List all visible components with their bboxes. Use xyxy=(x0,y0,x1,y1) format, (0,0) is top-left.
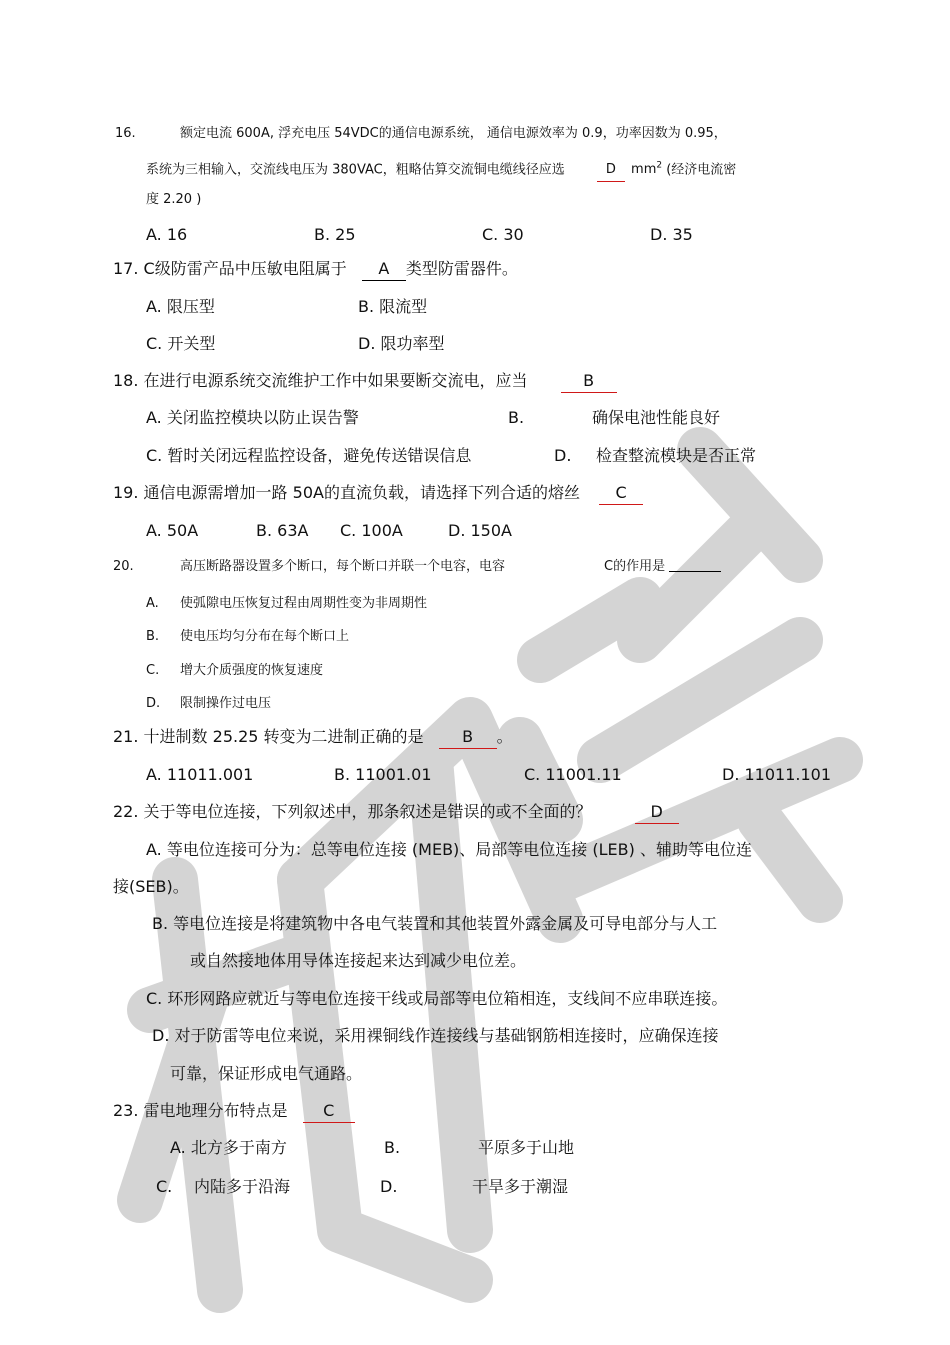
q23-option-a: A. 北方多于南方 xyxy=(170,1138,287,1157)
q21-number: 21. xyxy=(113,727,139,746)
q16-option-b: B. 25 xyxy=(314,225,356,244)
q18-line xyxy=(113,371,617,391)
q18-option-c: C. 暂时关闭远程监控设备，避免传送错误信息 xyxy=(146,446,472,465)
q18-option-d-text: 检查整流模块是否正常 xyxy=(596,446,757,465)
q19-option-a: A. 50A xyxy=(146,521,199,540)
q17-option-c: C. 开关型 xyxy=(146,334,216,353)
q20-option-c-letter: C. xyxy=(146,663,160,678)
q20-option-c-text: 增大介质强度的恢复速度 xyxy=(180,663,324,678)
q22-option-c: C. 环形网路应就近与等电位连接干线或局部等电位箱相连，支线间不应串联连接。 xyxy=(146,989,728,1008)
q16-unit: $mm^2$ xyxy=(631,161,663,178)
q19-option-c: C. 100A xyxy=(340,521,403,540)
q18-option-b-letter: B. xyxy=(508,408,525,427)
q20-option-d-letter: D. xyxy=(146,696,161,711)
q16-answer: D xyxy=(597,160,625,180)
q16-option-d: D. 35 xyxy=(650,225,693,244)
q23-option-d-letter: D. xyxy=(380,1177,398,1196)
q22-line xyxy=(113,802,679,822)
q23-option-c-letter: C. xyxy=(156,1177,173,1196)
q16-stem-line1: 额定电流 600A, 浮充电压 54VDC的通信电源系统， 通信电源效率为 0.9，功率因数为 0.95， xyxy=(180,126,727,141)
q22-option-a-line1: A. 等电位连接可分为：总等电位连接 (MEB)、局部等电位连接 (LEB) 、辅助等电位连 xyxy=(146,840,752,859)
q19-number: 19. xyxy=(113,483,139,502)
q20-option-b-text: 使电压均匀分布在每个断口上 xyxy=(180,629,350,644)
q18-number: 18. xyxy=(113,371,139,390)
q22-stem-pre: 关于等电位连接，下列叙述中，那条叙述是错误的或不全面的？ xyxy=(143,802,592,821)
q20-number: 20. xyxy=(113,559,134,574)
q21-option-d: D. 11011.101 xyxy=(722,765,832,784)
q22-option-b-line2: 或自然接地体用导体连接起来达到减少电位差。 xyxy=(190,951,527,970)
q17-option-b: B. 限流型 xyxy=(358,297,428,316)
q17-option-d: D. 限功率型 xyxy=(358,334,445,353)
q18-option-b-text: 确保电池性能良好 xyxy=(592,408,721,427)
q20-option-a-letter: A. xyxy=(146,596,159,611)
q21-option-a: A. 11011.001 xyxy=(146,765,254,784)
q22-option-b-line1: B. 等电位连接是将建筑物中各电气装置和其他装置外露金属及可导电部分与人工 xyxy=(152,914,718,933)
q16-option-c: C. 30 xyxy=(482,225,524,244)
q21-line xyxy=(113,727,513,747)
q23-option-b-letter: B. xyxy=(384,1138,401,1157)
q22-option-d-line1: D. 对于防雷等电位来说，采用裸铜线作连接线与基础钢筋相连接时，应确保连接 xyxy=(152,1026,719,1045)
q22-option-a-line2: 接(SEB)。 xyxy=(113,877,189,896)
q21-option-c: C. 11001.11 xyxy=(524,765,622,784)
q18-option-d-letter: D. xyxy=(554,446,572,465)
q21-answer: B xyxy=(439,727,497,747)
q23-option-c-text: 内陆多于沿海 xyxy=(194,1177,291,1196)
q19-stem-pre: 通信电源需增加一路 50A的直流负载，请选择下列合适的熔丝 xyxy=(143,483,580,502)
q18-option-a: A. 关闭监控模块以防止误告警 xyxy=(146,408,359,427)
q20-stem-pre: 高压断路器设置多个断口，每个断口并联一个电容，电容 xyxy=(180,559,506,574)
q21-stem-pre: 十进制数 25.25 转变为二进制正确的是 xyxy=(143,727,424,746)
q18-stem-pre: 在进行电源系统交流维护工作中如果要断交流电，应当 xyxy=(143,371,528,390)
q16-number: 16. xyxy=(115,126,136,141)
q20-option-b-letter: B. xyxy=(146,629,160,644)
q20-option-a-text: 使弧隙电压恢复过程由周期性变为非周期性 xyxy=(180,596,428,611)
q17-stem-pre: C级防雷产品中压敏电阻属于 xyxy=(143,259,347,278)
q23-option-d-text: 干旱多于潮湿 xyxy=(472,1177,569,1196)
q19-line xyxy=(113,483,643,503)
q21-option-b: B. 11001.01 xyxy=(334,765,432,784)
q23-option-b-text: 平原多于山地 xyxy=(478,1138,575,1157)
q19-answer: C xyxy=(599,483,643,503)
q16-stem-line2 xyxy=(146,156,736,180)
q16-stem-line3: 度 2.20 ) xyxy=(146,192,202,207)
q16-option-a: A. 16 xyxy=(146,225,188,244)
q20-stem-mid: C的作用是 xyxy=(604,559,666,574)
q17-line xyxy=(113,259,518,279)
q17-option-a: A. 限压型 xyxy=(146,297,215,316)
q22-option-d-line2: 可靠，保证形成电气通路。 xyxy=(170,1064,363,1083)
q16-stem-line2-post: (经济电流密 xyxy=(666,162,737,178)
q21-stem-post: 。 xyxy=(496,727,513,746)
q19-option-b: B. 63A xyxy=(256,521,309,540)
q23-answer: C xyxy=(303,1101,355,1121)
q22-number: 22. xyxy=(113,802,139,821)
q22-answer: D xyxy=(635,802,679,822)
q17-number: 17. xyxy=(113,259,139,278)
q17-answer: A xyxy=(362,259,406,279)
q19-option-d: D. 150A xyxy=(448,521,512,540)
q23-number: 23. xyxy=(113,1101,139,1120)
q17-stem-post: 类型防雷器件。 xyxy=(405,259,518,278)
q23-line xyxy=(113,1101,355,1121)
q23-stem-pre: 雷电地理分布特点是 xyxy=(143,1101,288,1120)
q20-option-d-text: 限制操作过电压 xyxy=(180,696,272,711)
q16-stem-line2-pre: 系统为三相输入，交流线电压为 380VAC，粗略估算交流铜电缆线径应选 xyxy=(146,162,565,178)
q18-answer: B xyxy=(561,371,617,391)
